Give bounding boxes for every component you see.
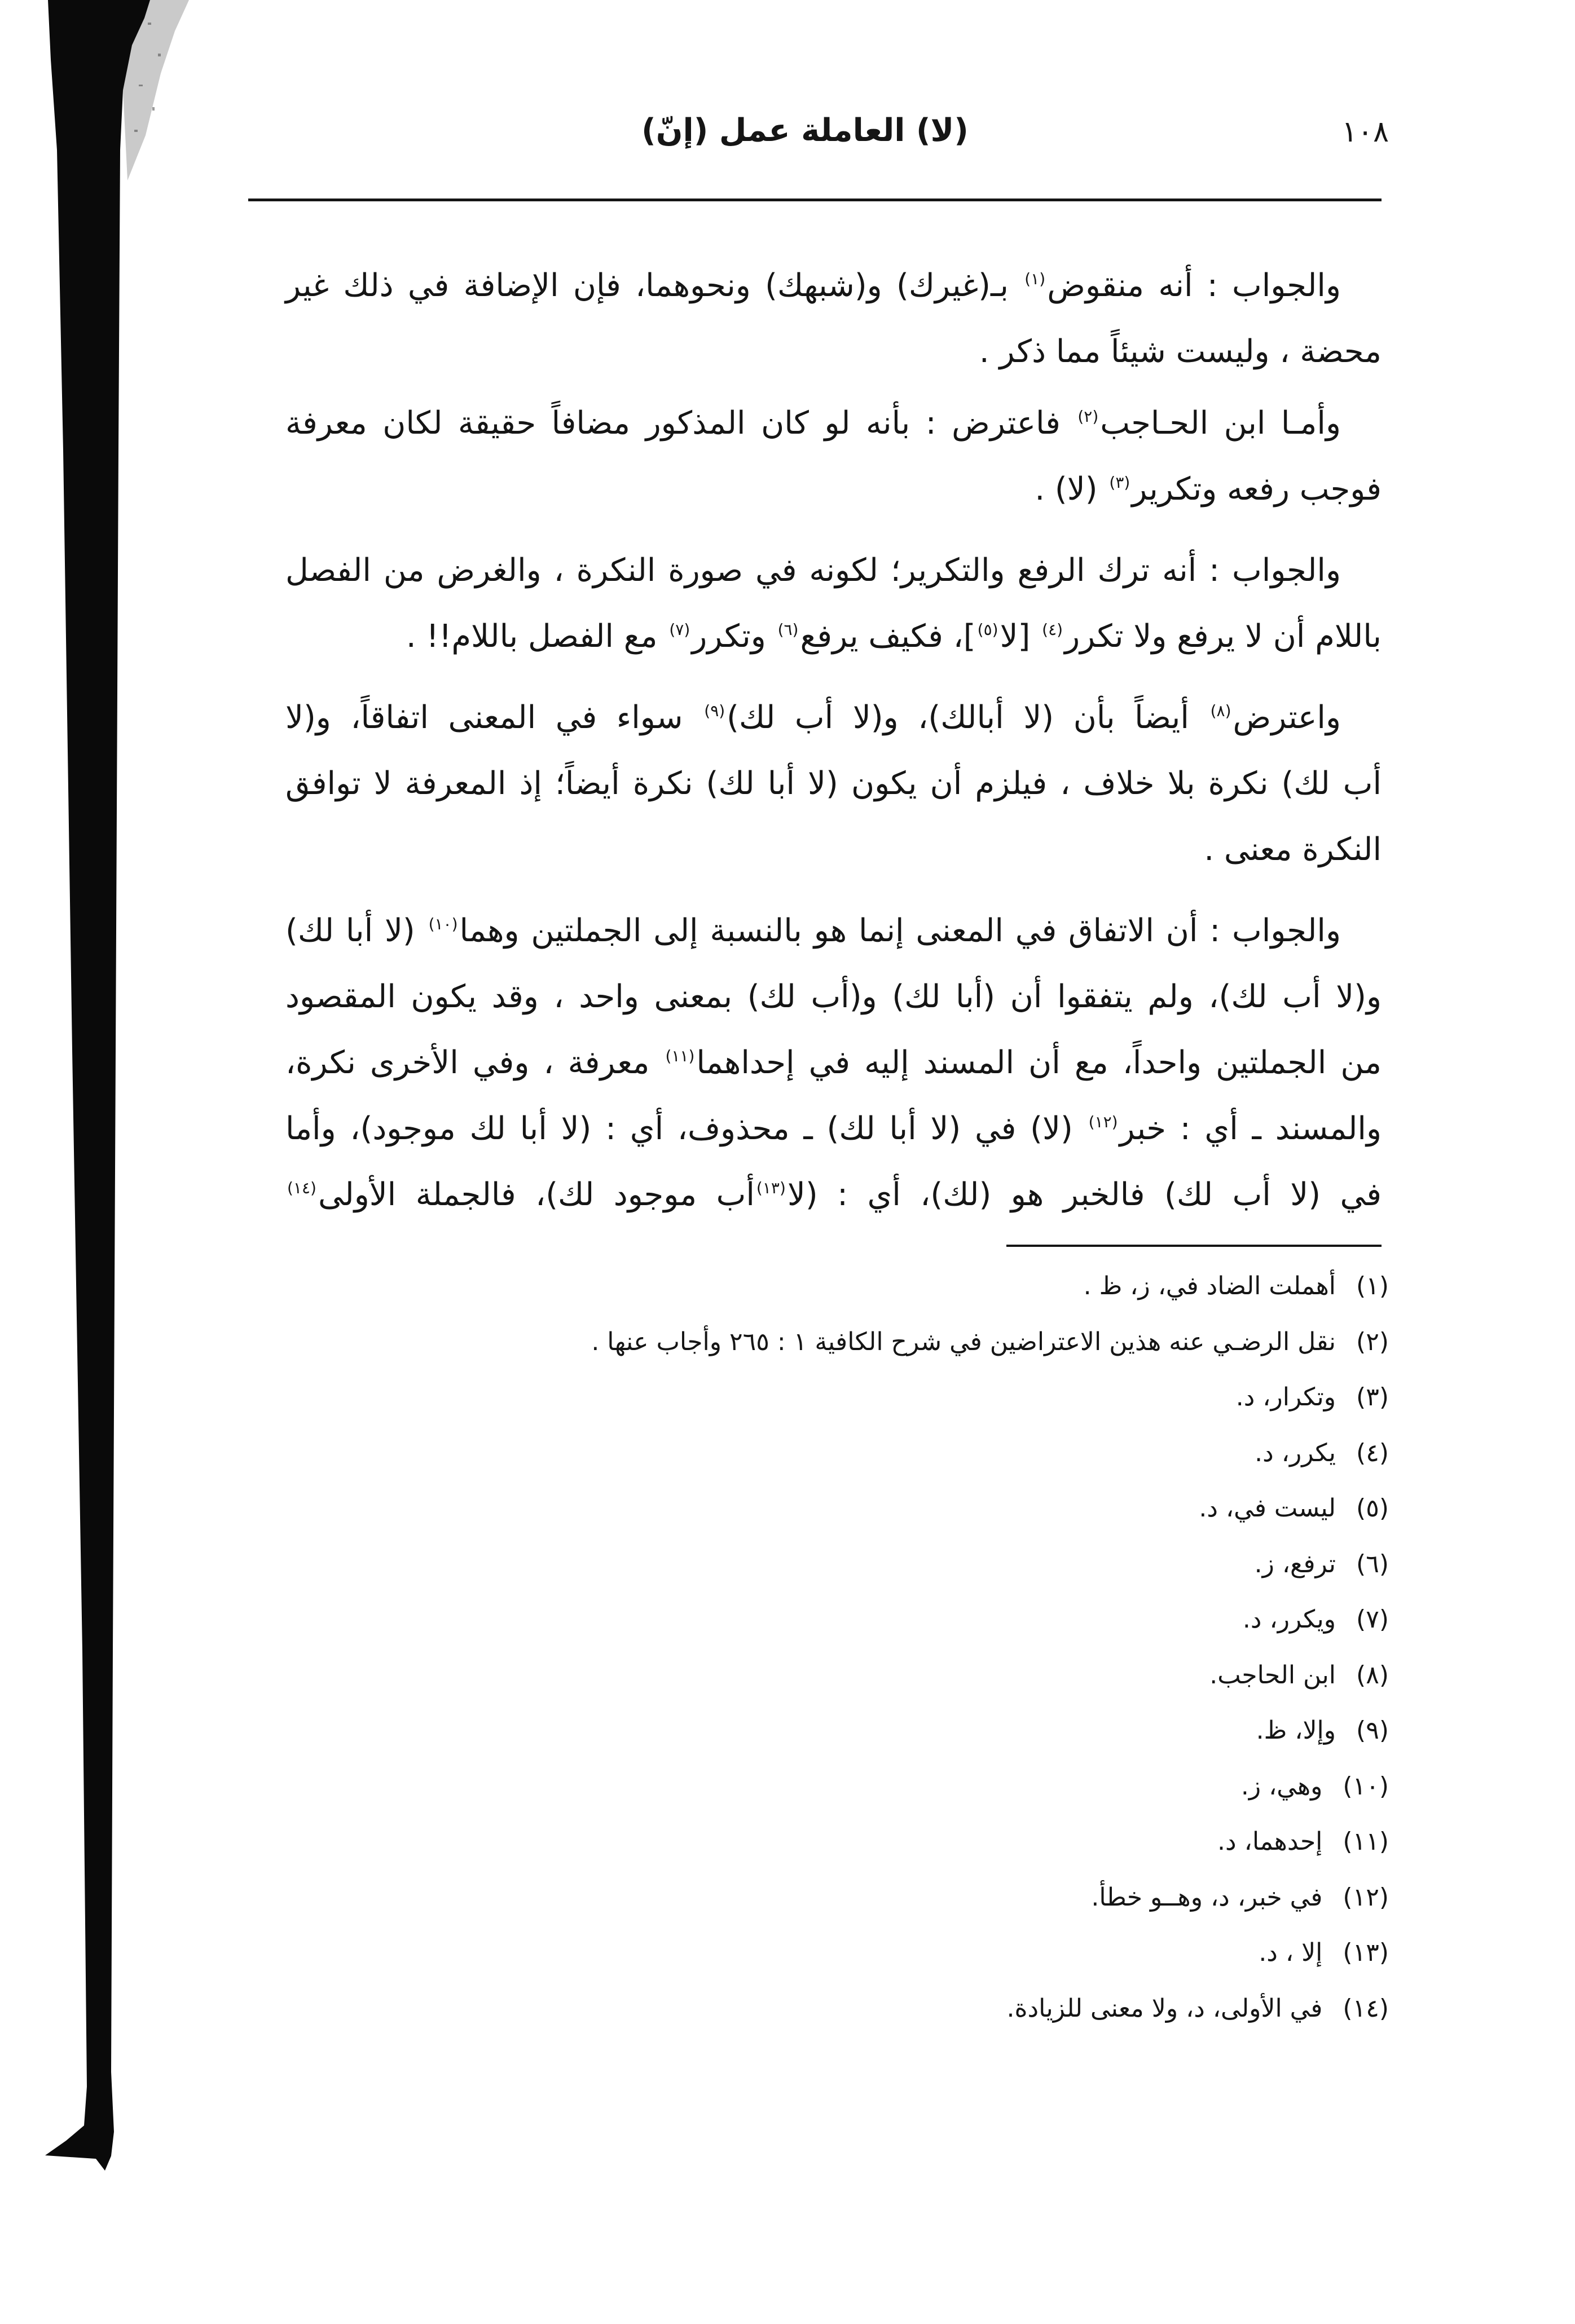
- footnote-number: (٣): [1356, 1383, 1389, 1412]
- footnote-text: في خبر، د، وهــو خطأ.: [1091, 1882, 1323, 1912]
- binding-speckles: [134, 23, 161, 132]
- footnote: [317, 1703, 1389, 1759]
- text-run: (لا) في (لا أبا لك) ـ محذوف، أي : (لا أبا لك موجود)، وأما: [285, 1110, 1087, 1147]
- footnote-ref: (٢): [1077, 407, 1099, 426]
- binding-fringe: [123, 0, 189, 180]
- footnote-text: في الأولى، د، ولا معنى للزيادة.: [1006, 1994, 1323, 2023]
- text-run: وأمـا ابن الحـاجب: [1100, 405, 1341, 442]
- footnote: [317, 1592, 1389, 1648]
- text-run: والجواب : أن الاتفاق في المعنى إنما هو بالنسبة إلى الجملتين وهما: [459, 912, 1341, 949]
- footnote-text: ابن الحاجب.: [1209, 1660, 1336, 1690]
- text-run: أب لك) نكرة بلا خلاف ، فيلزم أن يكون (لا أبا لك) نكرة أيضاً؛ إذ المعرفة لا توافق: [285, 765, 1382, 802]
- footnote: [317, 1648, 1389, 1704]
- footnote-text: وإلا، ظ.: [1256, 1716, 1336, 1745]
- text-run: فاعترض : بأنه لو كان المذكور مضافاً حقيقة لكان معرفة: [285, 405, 1076, 442]
- footnote-text: إحدهما، د.: [1217, 1827, 1323, 1856]
- text-run: فوجب رفعه وتكرير: [1132, 471, 1382, 508]
- text-run: في (لا أب لك) فالخبر هو (لك)، أي : (لا: [787, 1176, 1382, 1213]
- text-run: محضة ، وليست شيئاً مما ذكر .: [979, 333, 1382, 370]
- text-run: والجواب : أنه منقوض: [1047, 267, 1341, 304]
- text-run: أيضاً بأن (لا أبالك)، و(لا أب لك): [727, 699, 1209, 736]
- paragraph: [285, 898, 1382, 1228]
- paragraph: [285, 390, 1382, 522]
- footnote-number: (٢): [1356, 1327, 1389, 1356]
- footnote-text: إلا ، د.: [1259, 1938, 1323, 1967]
- footnote-ref: (١٠): [428, 915, 458, 933]
- footnote-rule: [1006, 1245, 1382, 1247]
- text-run: وتكرر: [692, 618, 776, 655]
- footnote-number: (١٢): [1343, 1882, 1389, 1912]
- text-run: باللام أن لا يرفع ولا تكرر: [1064, 618, 1382, 655]
- footnote-ref: (١٢): [1088, 1113, 1118, 1131]
- footnote: [317, 1537, 1389, 1593]
- text-line: [285, 964, 1382, 1030]
- footnote-text: وتكرار، د.: [1235, 1383, 1336, 1412]
- footnote-number: (٨): [1356, 1660, 1389, 1690]
- footnote: [317, 1481, 1389, 1537]
- footnote-ref: (١٤): [287, 1179, 316, 1197]
- text-run: معرفة ، وفي الأخرى نكرة،: [285, 1044, 664, 1081]
- text-line: [285, 456, 1382, 522]
- footnote: [317, 1370, 1389, 1426]
- footnote-number: (١٠): [1343, 1771, 1389, 1801]
- text-line: [285, 898, 1382, 964]
- footnote-text: وهي، ز.: [1240, 1771, 1323, 1801]
- footnote-number: (١٣): [1343, 1938, 1389, 1967]
- text-line: [285, 685, 1382, 751]
- footnote-ref: (٣): [1109, 473, 1130, 492]
- text-run: سواء في المعنى اتفاقاً، و(لا: [285, 699, 703, 736]
- footnote: [317, 1870, 1389, 1926]
- text-run: أب موجود لك)، فالجملة الأولى: [318, 1176, 755, 1213]
- text-run: من الجملتين واحداً، مع أن المسند إليه في إحداهما: [696, 1044, 1382, 1081]
- footnote-ref: (١١): [665, 1047, 695, 1065]
- footnote-number: (٦): [1356, 1549, 1389, 1578]
- paragraph: [285, 537, 1382, 669]
- text-run: (لا أبا لك): [285, 912, 427, 949]
- text-run: (لا) .: [1035, 471, 1108, 508]
- text-run: والمسند ـ أي : خبر: [1119, 1110, 1382, 1147]
- text-line: [285, 1030, 1382, 1096]
- footnote: [317, 1315, 1389, 1370]
- text-line: [285, 603, 1382, 669]
- footnote-ref: (٦): [777, 620, 799, 639]
- footnote-number: (١): [1356, 1272, 1389, 1300]
- footnote-number: (٧): [1356, 1605, 1389, 1634]
- footnote-text: ترفع، ز.: [1254, 1549, 1336, 1578]
- text-line: [285, 1162, 1382, 1228]
- text-run: مع الفصل باللام!! .: [406, 618, 668, 655]
- footnote-ref: (٨): [1210, 702, 1231, 720]
- running-title: (لا) العاملة عمل (إنّ): [641, 112, 969, 149]
- footnote-ref: (٧): [669, 620, 690, 639]
- text-line: [285, 253, 1382, 319]
- footnote-text: ويكرر، د.: [1242, 1605, 1336, 1634]
- text-line: [285, 817, 1382, 883]
- footnote: [317, 1925, 1389, 1981]
- text-run: ]، فكيف يرفع: [800, 618, 976, 655]
- footnote-text: أهملت الضاد في، ز، ظ .: [1083, 1272, 1336, 1300]
- footnote-text: يكرر، د.: [1255, 1438, 1336, 1467]
- text-line: [285, 319, 1382, 385]
- footnote: [317, 1814, 1389, 1870]
- text-run: بـ(غيرك) و(شبهك) ونحوهما، فإن الإضافة في ذلك غير: [285, 267, 1023, 304]
- footnote-number: (٤): [1356, 1438, 1389, 1467]
- footnote-ref: (٥): [977, 620, 998, 639]
- footnote-ref: (٤): [1042, 620, 1063, 639]
- header-rule: [248, 199, 1382, 201]
- footnote-number: (٥): [1356, 1494, 1389, 1523]
- text-line: [285, 751, 1382, 817]
- text-run: و(لا أب لك)، ولم يتفقوا أن (أبا لك) و(أب لك) بمعنى واحد ، وقد يكون المقصود: [285, 978, 1382, 1015]
- text-line: [285, 537, 1382, 603]
- body-text: [285, 253, 1382, 1228]
- page-number: ١٠٨: [1341, 115, 1389, 149]
- footnotes: [317, 1259, 1389, 2036]
- footnote-ref: (١): [1024, 270, 1046, 288]
- text-run: والجواب : أنه ترك الرفع والتكرير؛ لكونه في صورة النكرة ، والغرض من الفصل: [285, 552, 1341, 589]
- footnote-number: (١١): [1343, 1827, 1389, 1856]
- footnote-number: (١٤): [1343, 1994, 1389, 2023]
- binding-edge: [45, 0, 150, 2171]
- paragraph: [285, 253, 1382, 385]
- text-line: [285, 390, 1382, 456]
- footnote-ref: (٩): [704, 702, 725, 720]
- footnote: [317, 1981, 1389, 2037]
- text-run: النكرة معنى .: [1204, 831, 1382, 868]
- footnote: [317, 1759, 1389, 1815]
- footnote: [317, 1259, 1389, 1315]
- footnote-text: ليست في، د.: [1199, 1494, 1336, 1523]
- footnote-text: نقل الرضـي عنه هذين الاعتراضين في شرح الكافية ١ : ٢٦٥ وأجاب عنها .: [591, 1327, 1336, 1356]
- text-run: واعترض: [1233, 699, 1341, 736]
- footnote: [317, 1426, 1389, 1481]
- paragraph: [285, 685, 1382, 883]
- text-line: [285, 1096, 1382, 1162]
- footnote-number: (٩): [1356, 1716, 1389, 1745]
- text-run: [لا: [1000, 618, 1041, 655]
- footnote-ref: (١٣): [756, 1179, 786, 1197]
